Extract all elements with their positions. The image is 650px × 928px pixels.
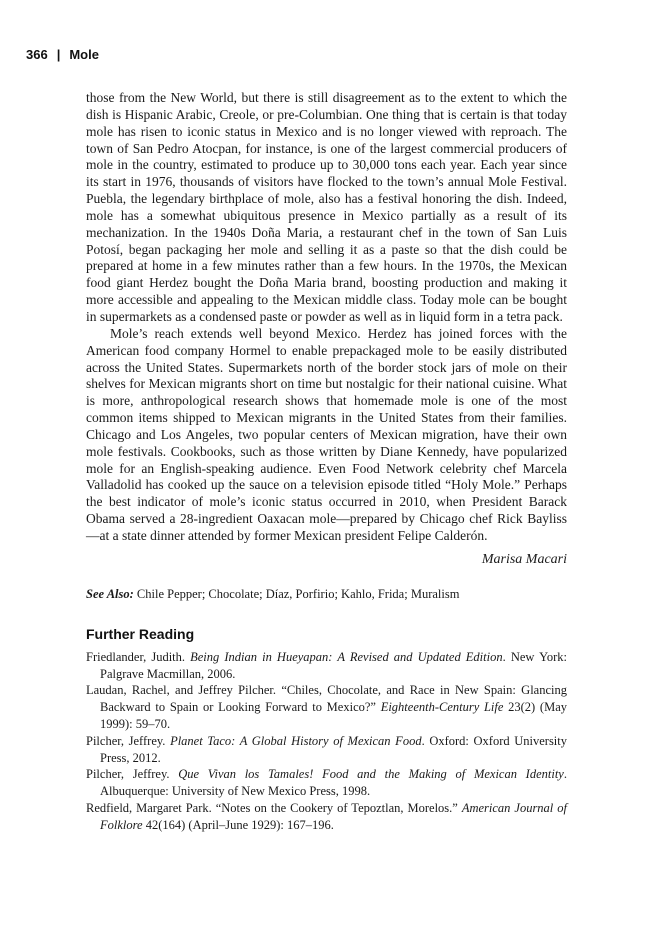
ref-text: Pilcher, Jeffrey. — [86, 767, 179, 782]
ref-text: . Albuquerque: University of New Mexico Press, 1998. — [100, 767, 567, 799]
author-signature: Marisa Macari — [481, 551, 567, 567]
reference-item — [86, 766, 567, 800]
ref-text: 23(2) (May 1999): 59–70. — [100, 700, 568, 731]
reference-item — [86, 800, 567, 834]
see-also — [86, 586, 567, 602]
ref-title: Being Indian in Hueyapan: A Revised and Updated Edition — [190, 649, 503, 664]
ref-text: . Oxford: Oxford University Press, 2012. — [100, 733, 567, 765]
ref-text: Laudan, Rachel, and Jeffrey Pilcher. “Chiles, Chocolate, and Race in New Spain: Glancing Backward to Spain or Looking Forward to Mexico?” — [86, 683, 567, 715]
reference-item — [86, 733, 567, 767]
article-content — [86, 90, 567, 834]
ref-text: . New York: Palgrave Macmillan, 2006. — [100, 649, 567, 681]
body-paragraph-1: those from the New World, but there is still disagreement as to the extent to which the dish is Hispanic Arabic, Creole, or pre-Columbian. One thing that is certain is that today mole has risen to iconic status in Mexico and is no longer viewed with reproach. The town of San Pedro Atocpan, for instance, is one of the largest commercial producers of mole in the country, estimated to produce up to 30,000 tons each year. Each year since its start in 1976, thousands of visitors have flocked to the town’s annual Mole Festival. Puebla, the legendary birthplace of mole, also has a festival honoring the dish. Indeed, mole has a somewhat ubiquitous presence in Mexico partially as a result of its mechanization. In the 1940s Doña Maria, a restaurant chef in the town of San Luis Potosí, began packaging her mole and selling it as a paste so that the dish could be prepared at home in a few minutes rather than a few hours. In the 1970s, the Mexican food giant Herdez bought the Doña Maria brand, boosting production and making it more accessible and appealing to the Mexican middle class. Today mole can be bought in supermarkets as a condensed paste or powder as well as in liquid form in a tetra pack. — [86, 90, 567, 324]
further-reading-heading: Further Reading — [86, 625, 195, 642]
reference-item — [86, 682, 567, 732]
ref-text: Pilcher, Jeffrey. — [86, 733, 171, 748]
running-title: Mole — [69, 47, 99, 62]
see-also-text: Chile Pepper; Chocolate; Díaz, Porfirio; Kahlo, Frida; Muralism — [136, 586, 460, 601]
page-number: 366 — [26, 47, 48, 62]
reference-list — [86, 649, 567, 834]
running-header — [26, 47, 99, 62]
see-also-label: See Also: — [86, 586, 134, 601]
ref-title: American Journal of Folklore — [100, 800, 567, 832]
body-paragraph-2: Mole’s reach extends well beyond Mexico. Herdez has joined forces with the American food company Hormel to enable prepackaged mole to be easily distributed across the United States. Supermarkets north of the border stock jars of mole on their shelves for Mexican migrants short on time but nostalgic for their national cuisine. What is more, anthropological research shows that homemade mole is one of the most common items shipped to Mexican migrants in the United States from their families. Chicago and Los Angeles, two popular centers of Mexican migration, have their own mole festivals. Cookbooks, such as those written by Diane Kennedy, have popularized mole for an English-speaking audience. Even Food Network celebrity chef Marcela Valladolid has cooked up the sauce on a television episode titled “Holy Mole.” Perhaps the best indicator of mole’s iconic status occurred in 2010, when President Barack Obama served a 28-ingredient Oaxacan mole—prepared by Chicago chef Rick Bayliss—at a state dinner attended by former Mexican president Felipe Calderón. — [86, 325, 567, 543]
reference-item — [86, 649, 567, 683]
ref-text: Redfield, Margaret Park. “Notes on the Cookery of Tepoztlan, Morelos.” — [86, 800, 462, 815]
header-separator: | — [56, 47, 61, 62]
ref-title: Eighteenth-Century Life — [380, 700, 504, 715]
ref-title: Que Vivan los Tamales! Food and the Making of Mexican Identity — [178, 767, 564, 782]
ref-text: 42(164) (April–June 1929): 167–196. — [142, 817, 334, 832]
ref-text: Friedlander, Judith. — [86, 649, 191, 664]
ref-title: Planet Taco: A Global History of Mexican Food — [170, 733, 422, 748]
